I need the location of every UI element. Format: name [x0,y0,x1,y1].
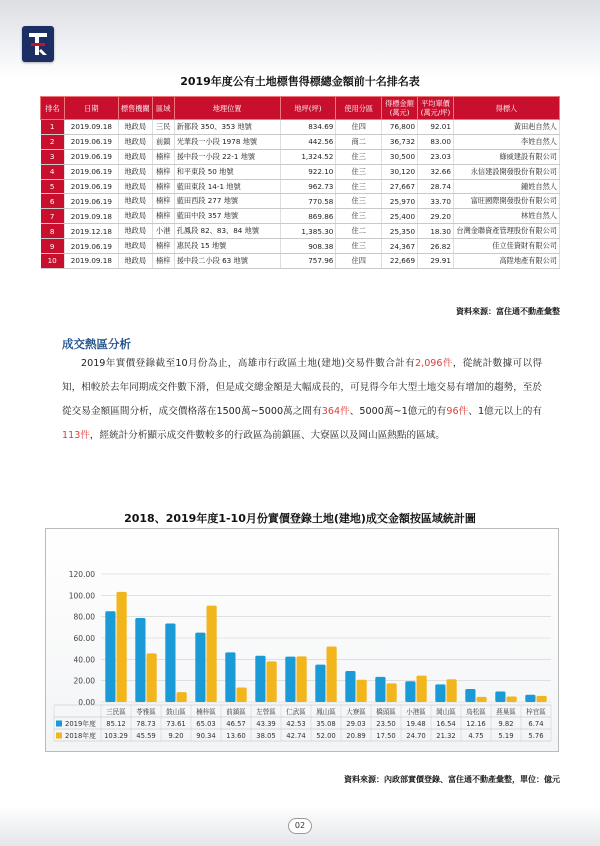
data-value: 38.05 [256,732,276,740]
category-label: 鼓山區 [166,708,186,716]
table-cell: 光華段一小段 1978 地號 [174,134,280,149]
data-value: 42.53 [286,720,306,728]
table-cell: 76,800 [382,120,418,135]
table-cell: 地政局 [118,120,152,135]
table-cell: 757.96 [280,254,336,269]
table-cell: 地政局 [118,194,152,209]
rank-cell: 6 [41,194,65,209]
table-cell: 834.69 [280,120,336,135]
table-cell: 22,669 [382,254,418,269]
table-cell: 2019.06.19 [64,149,118,164]
rank-cell: 8 [41,224,65,239]
column-header: 日期 [64,97,118,120]
table-cell: 2019.06.19 [64,179,118,194]
data-value: 42.74 [286,732,306,740]
bar-2018 [177,692,187,702]
table-title: 2019年度公有土地標售得標總金額前十名排名表 [180,75,420,88]
bar-2018 [357,680,367,702]
table-cell: 28.74 [418,179,454,194]
table-row [41,134,560,149]
table-source: 資料來源：富住通不動產彙整 [456,307,560,316]
bar-2019 [525,695,535,702]
category-label: 橋頭區 [376,708,396,716]
table-cell: 惠民段 15 地號 [174,239,280,254]
table-cell: 楠梓 [152,239,174,254]
table-cell: 33.70 [418,194,454,209]
table-cell: 29.91 [418,254,454,269]
y-tick-label: 40.00 [73,655,95,665]
rank-cell: 4 [41,164,65,179]
bar-2019 [465,689,475,702]
table-cell: 永信建設開發股份有限公司 [453,164,559,179]
table-cell: 住四 [336,120,382,135]
table-cell: 援中段二小段 63 地號 [174,254,280,269]
category-label: 大寮區 [346,708,366,716]
data-value: 29.03 [346,720,366,728]
table-cell: 地政局 [118,164,152,179]
column-header: 標售機關 [118,97,152,120]
table-row [41,120,560,135]
chart-title: 2018、2019年度1-10月份實價登錄土地(建地)成交金額按區域統計圖 [124,512,476,525]
table-cell: 住二 [336,224,382,239]
highlight-count-5000-1e: 96件 [446,406,469,417]
data-value: 6.74 [528,720,544,728]
table-cell: 地政局 [118,209,152,224]
highlight-count-1500-5000: 364件 [321,406,350,417]
legend-swatch [56,733,62,739]
column-header: 使用分區 [336,97,382,120]
category-label: 三民區 [106,708,126,716]
bar-2018 [327,647,337,702]
table-cell: 2019.09.18 [64,209,118,224]
data-value: 24.70 [406,732,426,740]
data-value: 12.16 [466,720,486,728]
table-header-row [41,97,560,120]
table-cell: 援中段一小段 22-1 地號 [174,149,280,164]
table-cell: 36,732 [382,134,418,149]
table-cell: 小港 [152,224,174,239]
data-value: 65.03 [196,720,216,728]
table-cell: 26.82 [418,239,454,254]
table-cell: 770.58 [280,194,336,209]
rank-cell: 2 [41,134,65,149]
bar-2018 [447,679,457,702]
table-cell: 住三 [336,164,382,179]
table-cell: 住四 [336,254,382,269]
bar-2019 [405,681,415,702]
y-tick-label: 100.00 [68,591,95,601]
y-tick-label: 80.00 [73,612,95,622]
table-cell: 前鎮 [152,134,174,149]
table-cell: 30,120 [382,164,418,179]
table-cell: 2019.06.19 [64,134,118,149]
table-row [41,209,560,224]
bar-2019 [495,692,505,702]
table-row [41,224,560,239]
data-value: 21.32 [436,732,456,740]
table-cell: 和平東段 50 地號 [174,164,280,179]
legend-swatch [56,721,62,727]
table-cell: 綠威建設有限公司 [453,149,559,164]
column-header: 區域 [152,97,174,120]
bar-2018 [387,683,397,702]
bar-2018 [237,687,247,702]
data-value: 9.20 [168,732,184,740]
table-cell: 楠梓 [152,194,174,209]
table-cell: 83.00 [418,134,454,149]
bar-2019 [315,665,325,702]
data-value: 103.29 [104,732,128,740]
table-cell: 楠梓 [152,209,174,224]
bar-2019 [195,633,205,702]
data-value: 9.82 [498,720,514,728]
table-cell: 962.73 [280,179,336,194]
table-cell: 2019.06.19 [64,164,118,179]
publisher-logo [22,26,54,62]
table-cell: 佳立佳資財有限公司 [453,239,559,254]
table-cell: 楠梓 [152,164,174,179]
bar-2018 [267,661,277,702]
column-header: 排名 [41,97,65,120]
category-label: 苓雅區 [136,708,156,716]
column-header: 地坪(坪) [280,97,336,120]
section-title: 成交熱區分析 [62,337,131,351]
header-band [0,0,600,78]
table-cell: 台灣金聯資產管理股份有限公司 [453,224,559,239]
data-value: 20.89 [346,732,366,740]
table-cell: 25,970 [382,194,418,209]
table-cell: 地政局 [118,134,152,149]
table-cell: 23.03 [418,149,454,164]
bar-2018 [537,696,547,702]
bar-2018 [477,697,487,702]
data-value: 52.00 [316,732,336,740]
paragraph-text: ，經統計分析顯示成交件數較多的行政區為前鎮區、大寮區以及岡山區熱點的區域。 [89,430,445,441]
table-cell: 908.38 [280,239,336,254]
data-value: 45.59 [136,732,156,740]
table-cell: 24,367 [382,239,418,254]
y-tick-label: 120.00 [68,570,95,579]
category-label: 左營區 [256,708,276,716]
legend-label: 2018年度 [65,732,96,740]
table-cell: 2019.12.18 [64,224,118,239]
data-value: 85.12 [106,720,126,728]
table-cell: 林姓自然人 [453,209,559,224]
table-cell: 2019.06.19 [64,194,118,209]
table-cell: 92.01 [418,120,454,135]
rank-cell: 3 [41,149,65,164]
category-label: 鳥松區 [466,708,486,716]
table-cell: 29.20 [418,209,454,224]
table-cell: 1,385.30 [280,224,336,239]
bar-2018 [297,656,307,702]
column-header: 得標金額(萬元) [382,97,418,120]
data-value: 43.39 [256,720,276,728]
category-label: 前鎮區 [226,708,246,716]
bar-2019 [105,611,115,702]
y-tick-label: 0.00 [78,698,95,707]
table-cell: 三民 [152,120,174,135]
analysis-paragraph [62,352,542,448]
table-cell: 25,350 [382,224,418,239]
table-cell: 30,500 [382,149,418,164]
table-row [41,149,560,164]
page-number: 02 [288,818,312,834]
table-cell: 32.66 [418,164,454,179]
table-cell: 富旺國際開發股份有限公司 [453,194,559,209]
table-row [41,254,560,269]
category-label: 燕巢區 [496,708,516,716]
table-cell: 1,324.52 [280,149,336,164]
chart-source: 資料來源：內政部實價登錄、富住通不動產彙整，單位：億元 [344,775,560,784]
bar-2019 [345,671,355,702]
highlight-total-count: 2,096件 [415,358,453,369]
bar-2019 [165,623,175,702]
y-tick-label: 60.00 [73,634,95,643]
table-cell: 楠梓 [152,254,174,269]
table-cell: 地政局 [118,239,152,254]
table-cell: 楠梓 [152,149,174,164]
table-cell: 25,400 [382,209,418,224]
y-tick-label: 20.00 [73,676,95,686]
table-row [41,179,560,194]
table-cell: 商二 [336,134,382,149]
table-cell: 住三 [336,179,382,194]
bar-2018 [417,676,427,702]
data-value: 5.19 [498,732,514,740]
legend-label: 2019年度 [65,720,96,728]
data-value: 78.73 [136,720,156,728]
logo-emblem-icon [25,29,51,59]
table-cell: 住三 [336,149,382,164]
bar-2019 [225,652,235,702]
table-cell: 2019.09.18 [64,120,118,135]
bar-2018 [117,592,127,702]
table-row [41,239,560,254]
paragraph-text: 、1億元以上的有 [468,406,542,417]
table-cell: 黃田赳自然人 [453,120,559,135]
bar-2018 [207,606,217,702]
bar-2019 [285,657,295,702]
rank-cell: 5 [41,179,65,194]
data-value: 19.48 [406,720,426,728]
bar-2019 [435,684,445,702]
table-cell: 869.86 [280,209,336,224]
bar-2019 [375,677,385,702]
table-cell: 藍田東段 14-1 地號 [174,179,280,194]
data-value: 13.60 [226,732,246,740]
column-header: 得標人 [453,97,559,120]
table-cell: 2019.06.19 [64,239,118,254]
column-header: 地理位置 [174,97,280,120]
category-label: 仁武區 [286,708,306,716]
table-cell: 地政局 [118,254,152,269]
chart-canvas [46,529,560,753]
table-cell: 住三 [336,194,382,209]
table-cell: 住三 [336,209,382,224]
paragraph-text: ，從統計數據可以得知，相較於去年同期成交件數下滑，但是成交總金額是大幅成長的，可見得今年大型土地交易有增加的趨勢，至於從交易金額區間分析，成交價格落在1500萬~5000萬之間有 [62,358,543,417]
bar-2019 [255,656,265,702]
table-cell: 鍾姓自然人 [453,179,559,194]
table-row [41,194,560,209]
data-value: 73.61 [166,720,186,728]
paragraph-text: 2019年實價登錄截至10月份為止，高雄市行政區土地(建地)交易件數合計有 [81,358,416,369]
category-label: 梓官區 [526,708,546,716]
table-row [41,164,560,179]
bar-chart [45,528,559,752]
rank-cell: 10 [41,254,65,269]
rank-cell: 9 [41,239,65,254]
data-value: 17.50 [376,732,396,740]
ranking-table [40,96,560,269]
column-header: 平均單價(萬元/坪) [418,97,454,120]
table-cell: 藍田中段 357 地號 [174,209,280,224]
data-value: 35.08 [316,720,336,728]
bar-2019 [135,618,145,702]
table-cell: 442.56 [280,134,336,149]
table-cell: 高陞地產有限公司 [453,254,559,269]
data-value: 90.34 [196,732,216,740]
rank-cell: 1 [41,120,65,135]
rank-cell: 7 [41,209,65,224]
category-label: 岡山區 [436,708,456,716]
data-value: 16.54 [436,720,456,728]
category-label: 小港區 [406,708,426,716]
table-cell: 27,667 [382,179,418,194]
table-cell: 922.10 [280,164,336,179]
table-cell: 孔鳳段 82、83、84 地號 [174,224,280,239]
bar-2018 [147,653,157,702]
category-label: 楠梓區 [196,708,216,716]
table-cell: 18.30 [418,224,454,239]
category-label: 鳳山區 [316,708,336,716]
data-value: 4.75 [468,732,484,740]
data-value: 46.57 [226,720,246,728]
table-cell: 楠梓 [152,179,174,194]
table-cell: 住三 [336,239,382,254]
table-cell: 地政局 [118,149,152,164]
table-cell: 新都段 350、353 地號 [174,120,280,135]
data-value: 23.50 [376,720,396,728]
paragraph-text: 、5000萬~1億元的有 [349,406,447,417]
table-cell: 李姓自然人 [453,134,559,149]
data-value: 5.76 [528,732,544,740]
table-cell: 藍田西段 277 地號 [174,194,280,209]
table-body [41,120,560,269]
table-cell: 地政局 [118,224,152,239]
table-cell: 2019.09.18 [64,254,118,269]
highlight-count-over-1e: 113件 [62,430,90,441]
table-cell: 地政局 [118,179,152,194]
bar-2018 [507,696,517,702]
